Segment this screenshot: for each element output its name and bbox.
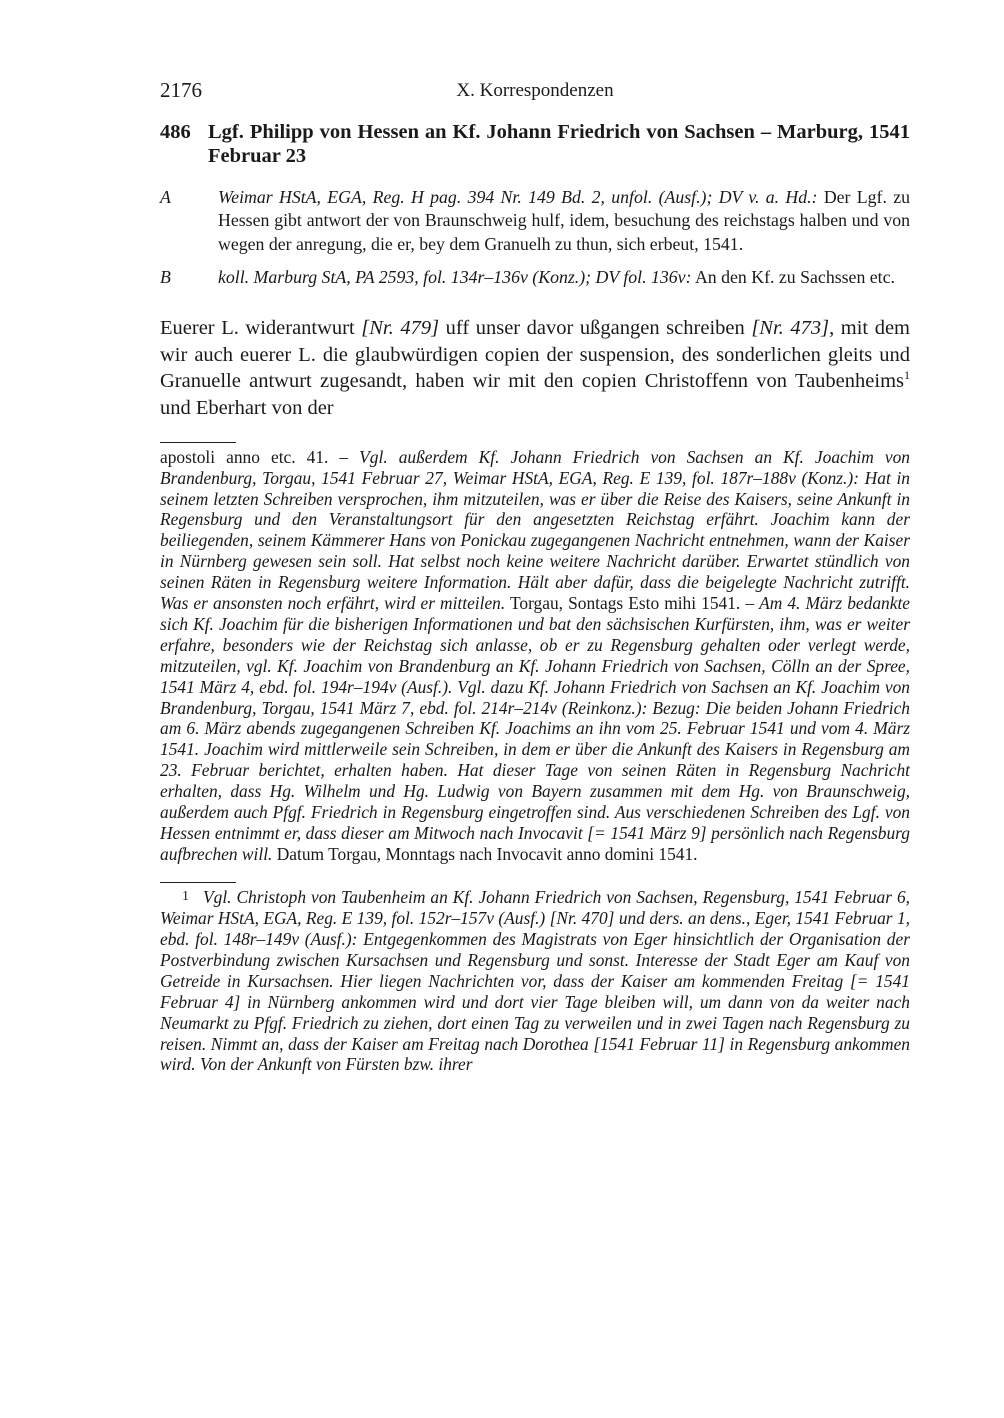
footnote-marker: 1 xyxy=(904,368,910,383)
source-entry-b xyxy=(160,266,910,289)
document-number: 486 xyxy=(160,121,191,143)
main-text xyxy=(160,315,910,421)
document-title: Lgf. Philipp von Hessen an Kf. Johann Friedrich von Sachsen – Marburg, 1541 Februar 23 xyxy=(208,121,910,167)
source-archive: koll. Marburg StA, PA 2593, fol. 134r–136v (Konz.); DV fol. 136v: xyxy=(218,266,692,287)
note-part: apostoli anno etc. 41. – xyxy=(160,446,360,467)
source-siglum: A xyxy=(160,187,171,207)
footnote-separator xyxy=(160,882,236,883)
source-siglum: B xyxy=(160,266,171,287)
cross-reference: [Nr. 479] xyxy=(361,317,440,340)
page-number: 2176 xyxy=(160,78,202,102)
source-description xyxy=(218,266,910,289)
source-text: Der Lgf. zu Hessen gibt antwort der von Braunschweig hulf, idem, besuchung des reichstags halben und von wegen der anregung, die er, bey dem Granuelh zu thun, sich erbeut, 1541. xyxy=(218,187,911,254)
main-text-part: , mit dem wir auch euerer L. die glaubwürdigen copien der suspension, des sonderlichen gleits und Granuelle antwurt zugesandt, haben wir mit den copien Christoffenn von Taubenheims xyxy=(160,317,910,393)
note-part: Vgl. außerdem Kf. Johann Friedrich von Sachsen an Kf. Joachim von Brandenburg, Torgau, 1541 Februar 27, Weimar HStA, EGA, Reg. E 139, fol. 187r–188v (Konz.): Hat in seinem letzten Schreiben versprochen, ihm mitzuteilen, was er über die Reise des Kaisers, seine Ankunft in Regensburg und den Veranstaltungsort für den angesetzten Reichstag erfährt. Joachim kann der beiliegenden, seinem Kämmerer Hans von Ponickau zugegangenen Nachricht entnehmen, wann der Kaiser in Nürnberg gewesen sein soll. Hat selbst noch keine weitere Nachricht darüber. Erwartet stündlich von seinen Räten in Regensburg weitere Information. Hält aber dafür, dass die beigelegte Nachricht zutrifft. Was er ansonsten noch erfährt, wird er mitteilen. xyxy=(160,446,910,614)
footnote-1 xyxy=(160,887,910,1075)
footnote-number: 1 xyxy=(182,889,189,905)
note-part: Torgau, Sontags Esto mihi 1541. – xyxy=(505,593,760,614)
main-text-part: uff unser davor ußgangen schreiben xyxy=(439,317,752,340)
note-part: Am 4. März bedankte sich Kf. Joachim für die bisherigen Informationen und bat den sächsischen Kurfürsten, ihm, was er weiter erfahre, besonders wie der Reichstag sich anlasse, ob er zu Regensburg gehalten oder verlegt werde, mitzuteilen, vgl. Kf. Joachim von Brandenburg an Kf. Johann Friedrich von Sachsen, Cölln an der Spree, 1541 März 4, ebd. fol. 194r–194v (Ausf.). Vgl. dazu Kf. Johann Friedrich von Sachsen an Kf. Joachim von Brandenburg, Torgau, 1541 März 7, ebd. fol. 214r–214v (Reinkonz.): Bezug: Die beiden Johann Friedrich am 6. März abends zugegangenen Schreiben Kf. Joachims an ihn vom 25. Februar 1541 und vom 4. März 1541. Joachim wird mittlerweile sein Schreiben, in dem er über die Ankunft des Kaisers in Regensburg am 23. Februar berichtet, erhalten haben. Hat dieser Tage von seinen Räten in Regensburg Nachricht erhalten, dass Hg. Wilhelm und Hg. Ludwig von Bayern zusammen mit dem Hg. von Braunschweig, außerdem auch Pfgf. Friedrich in Regensburg eingetroffen sind. Aus verschiedenen Schreiben des Lgf. von Hessen entnimmt er, dass dieser am Mitwoch nach Invocavit [= 1541 März 9] persönlich nach Regensburg aufbrechen will. xyxy=(160,593,910,864)
continued-note xyxy=(160,447,910,865)
footnote-text: Vgl. Christoph von Taubenheim an Kf. Johann Friedrich von Sachsen, Regensburg, 1541 Februar 6, Weimar HStA, EGA, Reg. E 139, fol. 152r–157v (Ausf.) [Nr. 470] und ders. an dens., Eger, 1541 Februar 1, ebd. fol. 148r–149v (Ausf.): Entgegenkommen des Magistrats von Eger hinsichtlich der Organisation der Postverbindung zwischen Kursachsen und Regensburg und sonst. Interesse der Stadt Eger am Kauf von Getreide in Kursachsen. Hier liegen Nachrichten vor, dass der Kaiser am kommenden Freitag [= 1541 Februar 4] in Nürnberg ankommen wird und dort vier Tage bleiben will, um dann von da weiter nach Neumarkt zu Pfgf. Friedrich zu ziehen, dort einen Tag zu verweilen und in zwei Tagen nach Regensburg zu reisen. Nimmt an, dass der Kaiser am Freitag nach Dorothea [1541 Februar 11] in Regensburg ankommen wird. Von der Ankunft von Fürsten bzw. ihrer xyxy=(160,887,910,1075)
source-entry-a xyxy=(160,186,910,256)
cross-reference: [Nr. 473] xyxy=(751,317,830,340)
main-text-part: Euerer L. widerantwurt xyxy=(160,317,362,340)
source-text: An den Kf. zu Sachssen etc. xyxy=(694,266,895,287)
footnote-separator xyxy=(160,442,236,443)
page xyxy=(160,78,910,1093)
running-head xyxy=(160,78,910,108)
section-title: X. Korrespondenzen xyxy=(456,80,614,101)
main-text-part: und Eberhart von der xyxy=(160,396,334,419)
document-heading xyxy=(160,120,910,168)
source-description xyxy=(218,186,910,256)
source-archive: Weimar HStA, EGA, Reg. H pag. 394 Nr. 149 Bd. 2, unfol. (Ausf.); DV v. a. Hd.: xyxy=(218,187,818,207)
note-part: Datum Torgau, Monntags nach Invocavit anno domini 1541. xyxy=(272,843,698,864)
